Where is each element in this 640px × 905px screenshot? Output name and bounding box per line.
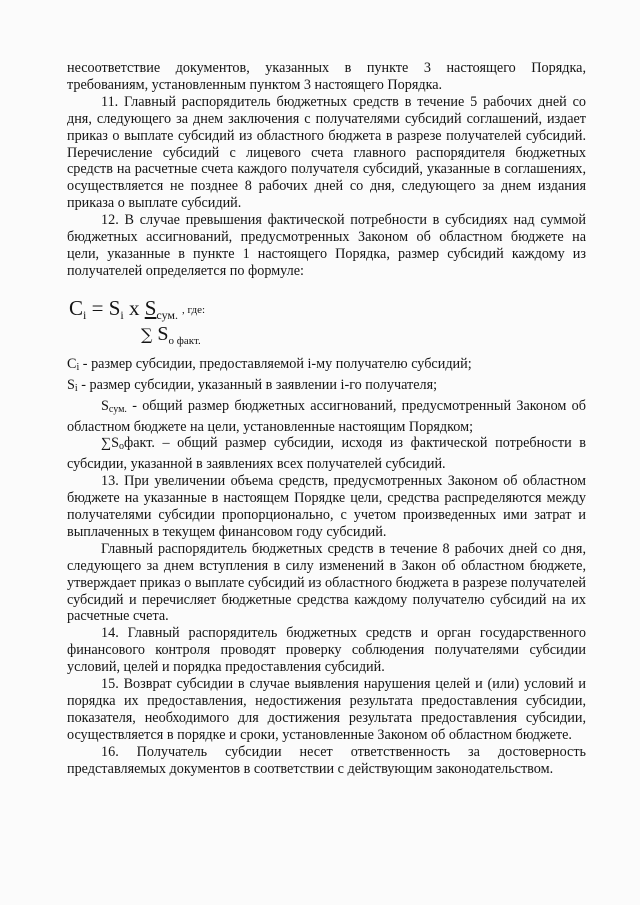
formula-si-sub: i [120,307,124,322]
formula-sigma: ∑ [141,324,153,344]
document-body [67,60,590,778]
def-ssum-sub: сум. [108,403,127,415]
formula-denominator [141,322,201,353]
def-sfact-sub: о [119,441,125,453]
paragraph-13-continued: Главный распорядитель бюджетных средств в течение 8 рабочих дней со дня, следующего за днем вступления в силу изменений в Закон об областном бюджете, утверждает приказ о выплате субсидий из областного бюджета в разрезе получателей субсидий и перечисляет бюджетные средства каждому получателю субсидий на их расчетные счета. [67,540,586,625]
paragraph-16: 16. Получатель субсидии несет ответственность за достоверность представляемых документов в соответствии с действующим законодательством. [67,743,586,777]
def-si-symbol: S [67,376,75,393]
formula-equals-s: = S [86,295,121,320]
definition-sfact [67,435,586,473]
formula-ci: C [69,295,84,320]
def-ci-symbol: C [67,355,77,372]
def-sfact-symbol: ∑S [101,435,120,452]
formula-numerator [145,296,178,320]
formula-so-sub: о факт. [168,334,201,347]
paragraph-11: 11. Главный распорядитель бюджетных средств в течение 5 рабочих дней со дня, следующего за днем заключения с получателями субсидий соглашений, издает приказ о выплате субсидий из областного бюджета в разрезе получателей субсидий. Перечисление субсидий с лицевого счета главного распорядителя бюджетных средств на расчетные счета каждого получателя субсидий, указанные в соглашениях, осуществляется не позднее 8 рабочих дней со дня, следующего за днем издания приказа о выплате субсидий. [67,93,586,212]
def-ci-sub: i [76,361,80,373]
formula-times: x [123,295,145,320]
formula-so: S [152,322,169,345]
formula-ssum-sub: сум. [156,307,179,322]
paragraph-13: 13. При увеличении объема средств, предусмотренных Законом об областном бюджете на указанные в настоящем Порядке цели, средства распределяются между получателями субсидии пропорционально, с учетом произведенных ими затрат и выплаченных в текущем финансовом году субсидий. [67,473,586,540]
definition-ci [67,356,586,377]
def-si-text: - размер субсидии, указанный в заявлении i-го получателя; [77,376,438,393]
formula-ci-sub: i [83,307,87,322]
def-ssum-text: - общий размер бюджетных ассигнований, предусмотренный Законом об областном бюджете на цели, установленные настоящим Порядком; [67,397,590,435]
paragraph-15: 15. Возврат субсидии в случае выявления нарушения целей и (или) условий и порядка их предоставления, недостижения результата предоставления субсидии, показателя, необходимого для достижения результата предоставления субсидии, осуществляется в порядке и сроки, установленные Законом об областном бюджете. [67,676,586,743]
paragraph-intro: несоответствие документов, указанных в пункте 3 настоящего Порядка, требованиям, установленным пунктом 3 настоящего Порядка. [67,60,586,93]
definition-ssum [67,397,590,436]
def-si-sub: i [74,382,78,394]
paragraph-12: 12. В случае превышения фактической потребности в субсидиях над суммой бюджетных ассигнований, предусмотренных Законом об областном бюджете на цели, указанные в пункте 1 настоящего Порядка, размер субсидий каждому из получателей определяется по формуле: [67,212,586,279]
def-sfact-text: факт. – общий размер субсидии, исходя из фактической потребности в субсидии, указанной в заявлениях всех получателей субсидий. [67,435,586,473]
formula-ssum: S [144,295,157,320]
formula-where: , где: [182,303,206,316]
paragraph-14: 14. Главный распорядитель бюджетных средств и орган государственного финансового контроля проводят проверку соблюдения получателями субсидии условий, целей и порядка предоставления субсидий. [67,625,586,676]
definition-si [67,377,586,398]
subsidy-formula [67,288,586,350]
def-ci-text: - размер субсидии, предоставляемой i-му получателю субсидий; [79,355,472,372]
def-ssum-symbol: S [101,397,109,414]
